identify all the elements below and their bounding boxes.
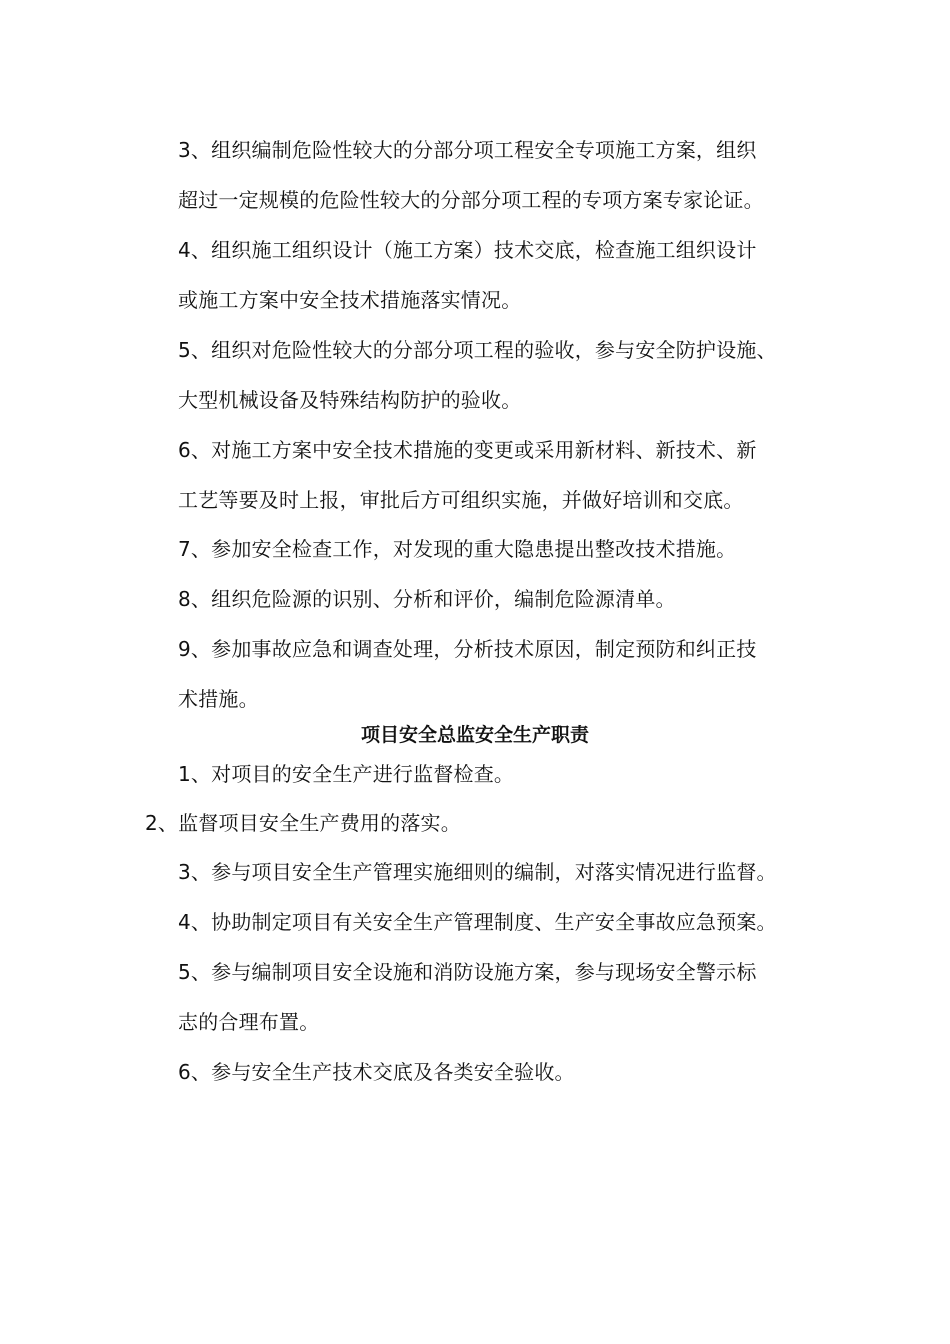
- text-line: 7、参加安全检查工作，对发现的重大隐患提出整改技术措施。: [178, 537, 737, 561]
- text-line: 5、组织对危险性较大的分部分项工程的验收，参与安全防护设施、: [178, 338, 777, 362]
- section-heading: 项目安全总监安全生产职责: [360, 724, 589, 746]
- text-line: 3、组织编制危险性较大的分部分项工程安全专项施工方案，组织: [178, 138, 757, 162]
- text-line: 6、参与安全生产技术交底及各类安全验收。: [178, 1060, 575, 1084]
- text-line: 5、参与编制项目安全设施和消防设施方案，参与现场安全警示标: [178, 960, 757, 984]
- text-line: 4、协助制定项目有关安全生产管理制度、生产安全事故应急预案。: [178, 910, 777, 934]
- text-line: 2、监督项目安全生产费用的落实。: [145, 811, 461, 835]
- text-line: 3、参与项目安全生产管理实施细则的编制，对落实情况进行监督。: [178, 860, 777, 884]
- text-line: 8、组织危险源的识别、分析和评价，编制危险源清单。: [178, 587, 676, 611]
- text-line: 1、对项目的安全生产进行监督检查。: [178, 762, 515, 786]
- text-line: 或施工方案中安全技术措施落实情况。: [178, 288, 522, 312]
- text-line: 4、组织施工组织设计（施工方案）技术交底，检查施工组织设计: [178, 238, 757, 262]
- text-line: 术措施。: [178, 687, 259, 711]
- text-line: 9、参加事故应急和调查处理，分析技术原因，制定预防和纠正技: [178, 637, 757, 661]
- text-line: 6、对施工方案中安全技术措施的变更或采用新材料、新技术、新: [178, 438, 757, 462]
- text-line: 工艺等要及时上报，审批后方可组织实施，并做好培训和交底。: [178, 488, 744, 512]
- text-line: 超过一定规模的危险性较大的分部分项工程的专项方案专家论证。: [178, 188, 764, 212]
- text-line: 志的合理布置。: [178, 1010, 320, 1034]
- text-line: 大型机械设备及特殊结构防护的验收。: [178, 388, 522, 412]
